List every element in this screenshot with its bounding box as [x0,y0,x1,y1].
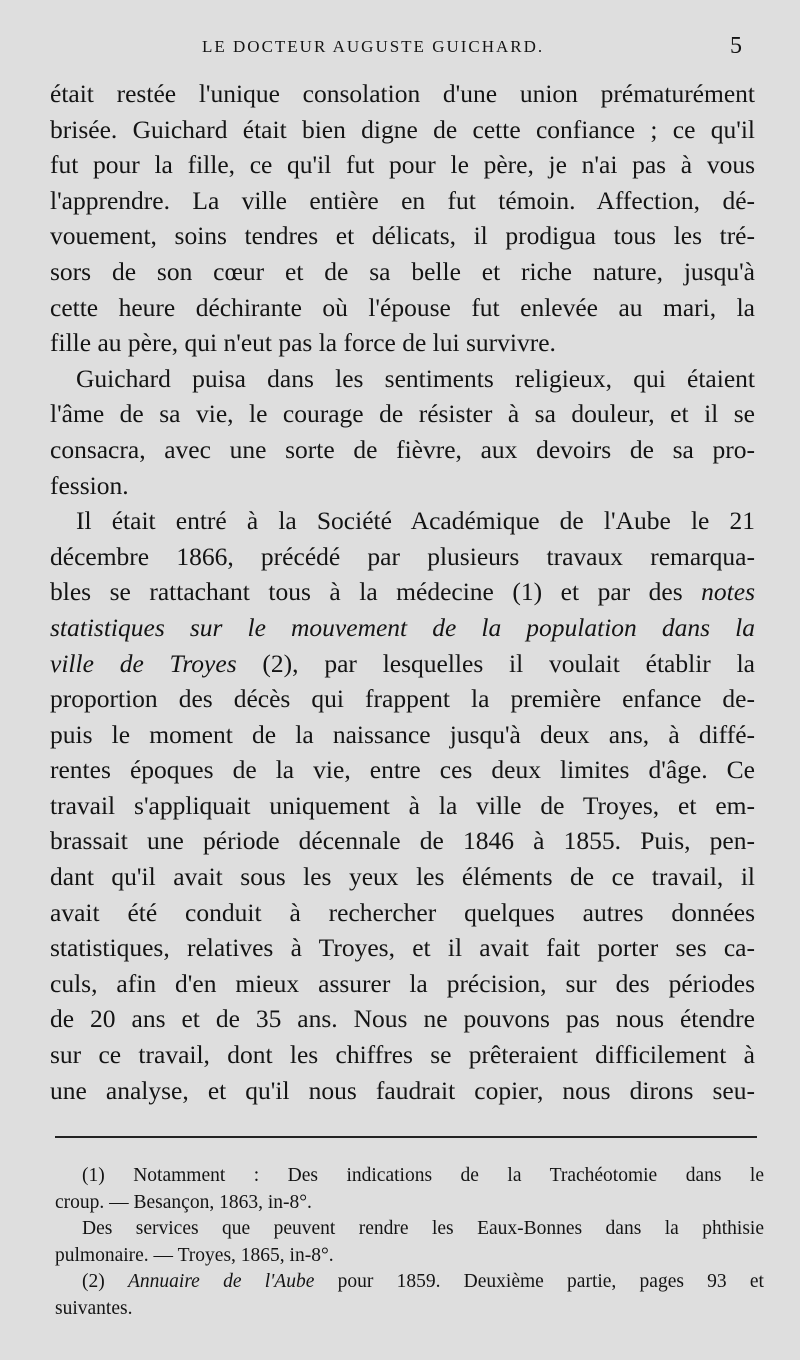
text-run: (2), par lesquelles il voulait établir la [236,648,755,678]
text-line: puis le moment de la naissance jusqu'à deux ans, à diffé- [50,719,755,749]
text-line: fession. [50,470,129,500]
text-line: rentes époques de la vie, entre ces deux limites d'âge. Ce [50,755,755,785]
footnote-line: suivantes. [55,1297,133,1319]
italic-title-end: ville de Troyes [50,648,237,678]
footnote-line [82,1269,764,1296]
page-number: 5 [730,33,742,59]
footnotes [55,1163,764,1322]
text-line: dant qu'il avait sous les yeux les éléments de ce travail, il [50,862,755,892]
footnote-text: pour 1859. Deuxième partie, pages 93 et [314,1271,764,1292]
text-line: sur ce travail, dont les chiffres se prêteraient difficilement à [50,1040,755,1070]
text-line: Il était entré à la Société Académique de l'Aube le 21 [76,506,755,536]
text-line: l'âme de sa vie, le courage de résister à sa douleur, et il se [50,399,755,429]
footnote-line: pulmonaire. — Troyes, 1865, in-8°. [55,1244,334,1266]
text-line: était restée l'unique consolation d'une union prématurément [50,79,755,108]
text-line: sors de son cœur et de sa belle et riche nature, jusqu'à [50,256,755,286]
text-line: statistiques, relatives à Troyes, et il avait fait porter ses ca- [50,933,755,963]
text-line: une analyse, et qu'il nous faudrait copier, nous dirons seu- [50,1075,755,1105]
text-line: décembre 1866, précédé par plusieurs travaux remarqua- [50,541,755,571]
footnote-rule [55,1136,757,1138]
text-line: fut pour la fille, ce qu'il fut pour le père, je n'ai pas à vous [50,150,755,180]
text-line: de 20 ans et de 35 ans. Nous ne pouvons pas nous étendre [50,1004,755,1034]
text-line [50,646,755,682]
text-line: vouement, soins tendres et délicats, il prodigua tous les tré- [50,221,755,251]
text-line: cette heure déchirante où l'épouse fut enlevée au mari, la [50,292,755,322]
text-line: culs, afin d'en mieux assurer la précision, sur des périodes [50,968,755,998]
text-line: avait été conduit à rechercher quelques autres données [50,897,755,927]
footnote-line: (1) Notamment : Des indications de la Trachéotomie dans le [82,1165,764,1186]
text-line [50,574,755,610]
text-line: travail s'appliquait uniquement à la ville de Troyes, et em- [50,790,755,820]
text-line: proportion des décès qui frappent la première enfance de- [50,684,755,714]
text-line: fille au père, qui n'eut pas la force de lui survivre. [50,328,556,358]
page-header [52,33,742,65]
text-line: brassait une période décennale de 1846 à 1855. Puis, pen- [50,826,755,856]
footnote-line: croup. — Besançon, 1863, in-8°. [55,1191,312,1213]
text-line: Guichard puisa dans les sentiments religieux, qui étaient [76,363,755,393]
footnote-marker: (2) [82,1271,128,1292]
text-line: l'apprendre. La ville entière en fut témoin. Affection, dé- [50,185,755,215]
footnote-title: Annuaire de l'Aube [127,1271,315,1292]
italic-title-start: notes [701,577,755,607]
text-line: consacra, avec une sorte de fièvre, aux devoirs de sa pro- [50,434,755,464]
text-run: bles se rattachant tous à la médecine (1) et par des [50,577,702,607]
footnote-line: Des services que peuvent rendre les Eaux-Bonnes dans la phthisie [82,1218,764,1239]
text-line: brisée. Guichard était bien digne de cette confiance ; ce qu'il [50,114,755,144]
text-line [50,610,755,646]
body-text [50,76,755,1108]
italic-title-line: statistiques sur le mouvement de la population dans la [50,612,755,642]
running-title: LE DOCTEUR AUGUSTE GUICHARD. [202,37,545,56]
